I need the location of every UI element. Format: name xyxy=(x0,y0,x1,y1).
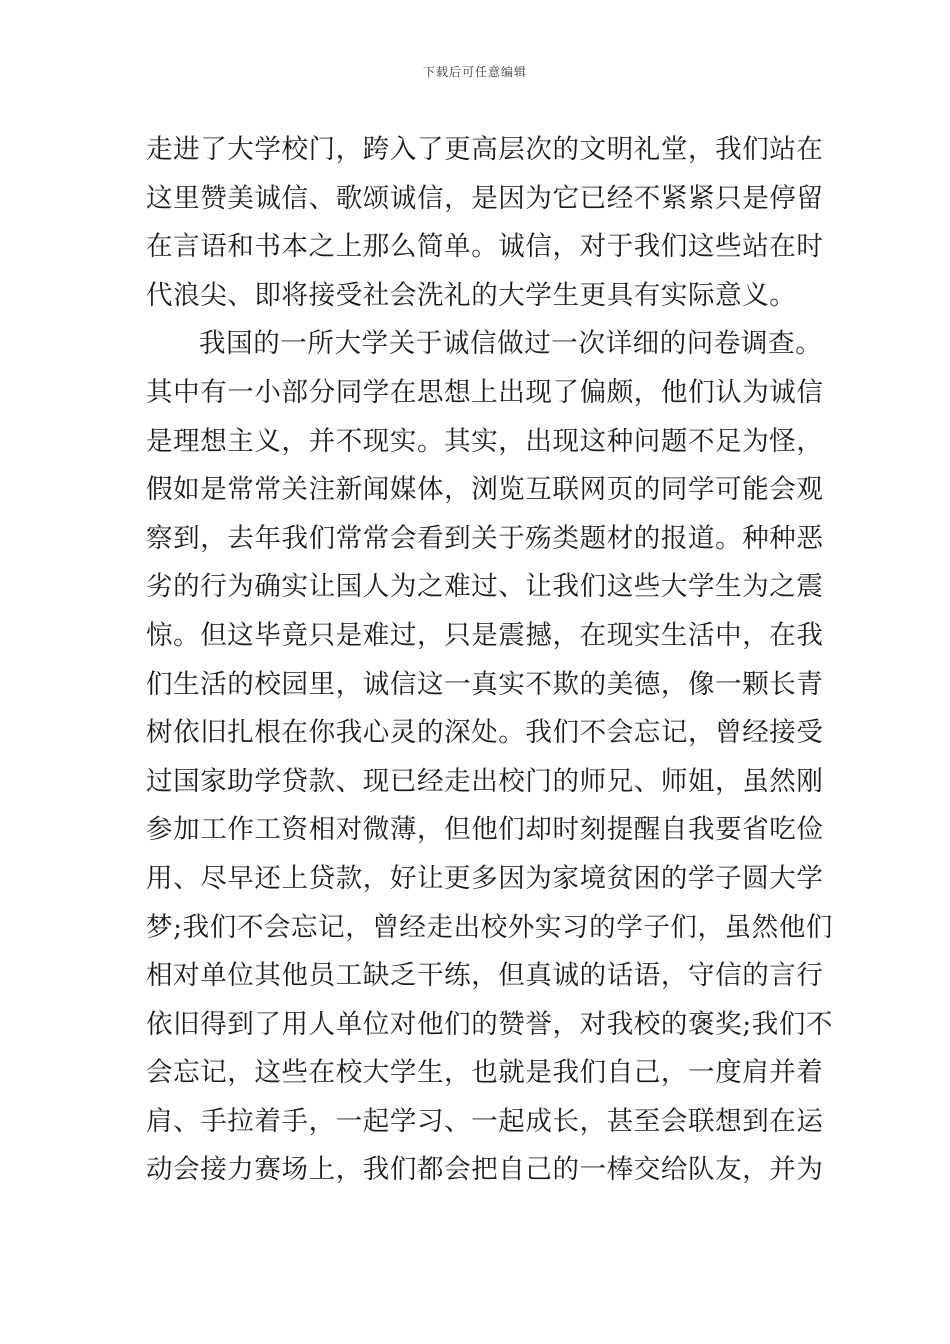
text-line: 假如是常常关注新闻媒体，浏览互联网页的同学可能会观 xyxy=(146,474,824,506)
text-line: 惊。但这毕竟只是难过，只是震撼，在现实生活中，在我 xyxy=(146,619,824,651)
text-line: 肩、手拉着手，一起学习、一起成长，甚至会联想到在运 xyxy=(146,1105,824,1137)
text-line: 依旧得到了用人单位对他们的赞誉，对我校的褒奖;我们不 xyxy=(146,1008,834,1040)
text-line: 用、尽早还上贷款，好让更多因为家境贫困的学子圆大学 xyxy=(146,862,824,894)
paragraph-1 xyxy=(146,126,824,320)
text-line: 们生活的校园里，诚信这一真实不欺的美德，像一颗长青 xyxy=(146,668,824,700)
text-line: 走进了大学校门，跨入了更高层次的文明礼堂，我们站在 xyxy=(146,134,824,165)
paragraph-2 xyxy=(146,320,834,1195)
text-line: 察到，去年我们常常会看到关于殇类题材的报道。种种恶 xyxy=(146,522,824,554)
text-line: 树依旧扎根在你我心灵的深处。我们不会忘记，曾经接受 xyxy=(146,717,824,749)
document-body xyxy=(146,126,834,1195)
text-line: 这里赞美诚信、歌颂诚信，是因为它已经不紧紧只是停留 xyxy=(146,182,824,214)
text-line: 过国家助学贷款、现已经走出校门的师兄、师姐，虽然刚 xyxy=(146,765,824,797)
text-line: 是理想主义，并不现实。其实，出现这种问题不足为怪， xyxy=(146,425,824,457)
page-header: 下载后可任意编辑 xyxy=(422,65,527,79)
text-line: 会忘记，这些在校大学生，也就是我们自己，一度肩并着 xyxy=(146,1057,824,1089)
text-line: 我国的一所大学关于诚信做过一次详细的问卷调查。 xyxy=(199,328,823,360)
text-line: 其中有一小部分同学在思想上出现了偏颇，他们认为诚信 xyxy=(146,376,824,408)
text-line: 在言语和书本之上那么简单。诚信，对于我们这些站在时 xyxy=(146,231,824,263)
text-line: 代浪尖、即将接受社会洗礼的大学生更具有实际意义。 xyxy=(146,279,797,311)
text-line: 动会接力赛场上，我们都会把自己的一棒交给队友，并为 xyxy=(146,1154,824,1186)
text-line: 梦;我们不会忘记，曾经走出校外实习的学子们，虽然他们 xyxy=(146,911,834,943)
text-line: 相对单位其他员工缺乏干练，但真诚的话语，守信的言行 xyxy=(146,960,824,992)
text-line: 劣的行为确实让国人为之难过、让我们这些大学生为之震 xyxy=(146,571,824,603)
text-line: 参加工作工资相对微薄，但他们却时刻提醒自我要省吃俭 xyxy=(146,814,824,846)
